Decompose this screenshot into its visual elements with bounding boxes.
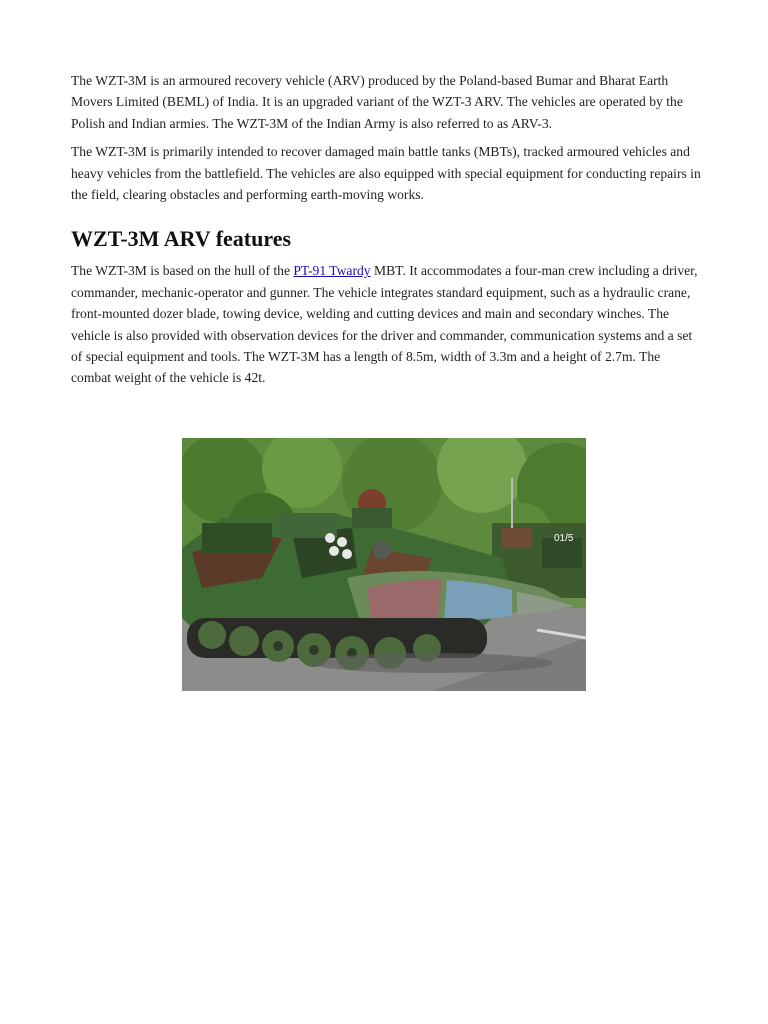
arv-photo-illustration	[182, 438, 586, 691]
features-text-end: MBT. It accommodates a four-man crew including a driver, commander, mechanic-operator and gunner. The vehicle integrates standard equipment, such as a hydraulic crane, front-mounted dozer blade, towing device, welding and cutting devices and main and secondary winches. The vehicle is also provided with observation devices for the driver and commander, communication systems and a set of special equipment and tools. The WZT-3M has a length of 8.5m, width of 3.3m and a height of 2.7m. The combat weight of the vehicle is 42t.	[71, 263, 698, 386]
article-body	[71, 70, 701, 396]
intro-paragraph: The WZT-3M is an armoured recovery vehicle (ARV) produced by the Poland-based Bumar and Bharat Earth Movers Limited (BEML) of India. It is an upgraded variant of the WZT-3 ARV. The vehicles are operated by the Polish and Indian armies. The WZT-3M of the Indian Army is also referred to as ARV-3.	[71, 73, 683, 131]
pt91-twardy-link[interactable]: PT-91 Twardy	[293, 263, 371, 279]
features-heading: WZT-3M ARV features	[71, 226, 292, 252]
features-paragraph	[71, 260, 701, 388]
features-text-start: The WZT-3M is based on the hull of the	[71, 263, 294, 279]
purpose-paragraph: The WZT-3M is primarily intended to recover damaged main battle tanks (MBTs), tracked armoured vehicles and heavy vehicles from the battlefield. The vehicles are also equipped with special equipment for conducting repairs in the field, clearing obstacles and performing earth-moving works.	[71, 144, 701, 203]
arv-photo	[182, 438, 586, 691]
vehicle-number-label: 01/5	[554, 533, 574, 544]
